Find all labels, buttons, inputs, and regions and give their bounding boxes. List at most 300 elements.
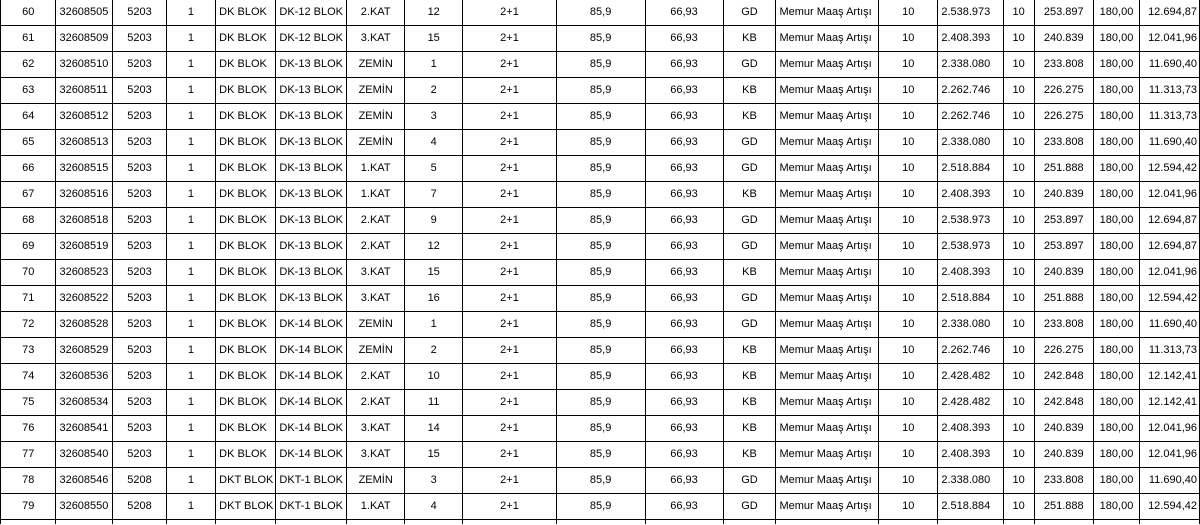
- table-row: [1, 26, 1200, 52]
- cell-vade-ay: 180,00: [1093, 364, 1139, 390]
- cell-blok-tipi: DK BLOK: [216, 182, 276, 208]
- cell-cephe: GD: [723, 156, 776, 182]
- cell-oda-sayisi: 2+1: [463, 286, 556, 312]
- cell-taksit-tutari: 12.594,42: [1140, 156, 1200, 182]
- cell-net-m2: 66,93: [645, 182, 723, 208]
- cell-pesinat-tutari: 242.848: [1034, 364, 1093, 390]
- table-row: [1, 390, 1200, 416]
- cell-oda-sayisi: 2+1: [463, 468, 556, 494]
- cell-kat: 2.KAT: [347, 390, 405, 416]
- cell-blok-sayisi: 1: [166, 0, 215, 26]
- cell-toplam-bedel: 2.262.746: [938, 338, 1003, 364]
- cell-empty: [1034, 520, 1093, 525]
- cell-toplam-bedel: 2.538.973: [938, 234, 1003, 260]
- cell-vade-ay: 180,00: [1093, 104, 1139, 130]
- cell-pesinat-tutari: 253.897: [1034, 0, 1093, 26]
- cell-blok-sayisi: 1: [166, 78, 215, 104]
- cell-artis-tipi: Memur Maaş Artışı: [776, 130, 879, 156]
- cell-kat: 1.KAT: [347, 156, 405, 182]
- table-row: [1, 364, 1200, 390]
- cell-parsel-id: 32608528: [56, 312, 113, 338]
- cell-ada-no: 5203: [113, 260, 166, 286]
- cell-ada-no: 5203: [113, 26, 166, 52]
- table-row: [1, 234, 1200, 260]
- cell-artis-tipi: Memur Maaş Artışı: [776, 416, 879, 442]
- cell-taksit-orani: 10: [879, 260, 938, 286]
- cell-net-m2: 66,93: [645, 416, 723, 442]
- cell-net-m2: 66,93: [645, 52, 723, 78]
- cell-vade-ay: 180,00: [1093, 312, 1139, 338]
- cell-blok-sayisi: 1: [166, 26, 215, 52]
- cell-blok-adi: DK-14 BLOK: [276, 416, 347, 442]
- cell-blok-adi: DK-13 BLOK: [276, 156, 347, 182]
- cell-net-m2: 66,93: [645, 208, 723, 234]
- cell-ada-no: 5203: [113, 0, 166, 26]
- cell-taksit-tutari: 12.041,96: [1140, 26, 1200, 52]
- cell-blok-sayisi: 1: [166, 260, 215, 286]
- cell-cephe: GD: [723, 286, 776, 312]
- cell-blok-tipi: DK BLOK: [216, 156, 276, 182]
- cell-brut-m2: 85,9: [556, 286, 645, 312]
- cell-parsel-id: 32608522: [56, 286, 113, 312]
- cell-blok-sayisi: 1: [166, 416, 215, 442]
- cell-pesinat-tutari: 240.839: [1034, 26, 1093, 52]
- cell-ada-no: 5203: [113, 234, 166, 260]
- cell-pesinat-orani: 10: [1003, 208, 1034, 234]
- cell-sira-no: 69: [1, 234, 56, 260]
- cell-taksit-tutari: 11.313,73: [1140, 338, 1200, 364]
- cell-brut-m2: 85,9: [556, 364, 645, 390]
- cell-kat: ZEMİN: [347, 468, 405, 494]
- cell-artis-tipi: Memur Maaş Artışı: [776, 156, 879, 182]
- cell-kat: 3.KAT: [347, 260, 405, 286]
- cell-artis-tipi: Memur Maaş Artışı: [776, 78, 879, 104]
- cell-net-m2: 66,93: [645, 338, 723, 364]
- cell-empty: [879, 520, 938, 525]
- cell-net-m2: 66,93: [645, 26, 723, 52]
- cell-oda-sayisi: 2+1: [463, 416, 556, 442]
- cell-blok-tipi: DK BLOK: [216, 52, 276, 78]
- cell-taksit-tutari: 11.690,40: [1140, 468, 1200, 494]
- cell-empty: [1093, 520, 1139, 525]
- table-row: [1, 286, 1200, 312]
- cell-oda-sayisi: 2+1: [463, 52, 556, 78]
- cell-oda-sayisi: 2+1: [463, 78, 556, 104]
- cell-daire-no: 11: [405, 390, 463, 416]
- cell-pesinat-orani: 10: [1003, 468, 1034, 494]
- cell-parsel-id: 32608510: [56, 52, 113, 78]
- cell-net-m2: 66,93: [645, 104, 723, 130]
- cell-taksit-orani: 10: [879, 104, 938, 130]
- cell-blok-sayisi: 1: [166, 364, 215, 390]
- cell-artis-tipi: Memur Maaş Artışı: [776, 208, 879, 234]
- cell-blok-sayisi: 1: [166, 286, 215, 312]
- cell-kat: 2.KAT: [347, 234, 405, 260]
- cell-blok-tipi: DK BLOK: [216, 312, 276, 338]
- cell-brut-m2: 85,9: [556, 26, 645, 52]
- cell-net-m2: 66,93: [645, 0, 723, 26]
- cell-blok-tipi: DK BLOK: [216, 78, 276, 104]
- cell-empty: [113, 520, 166, 525]
- cell-blok-sayisi: 1: [166, 104, 215, 130]
- cell-pesinat-tutari: 240.839: [1034, 416, 1093, 442]
- cell-pesinat-orani: 10: [1003, 0, 1034, 26]
- cell-toplam-bedel: 2.408.393: [938, 416, 1003, 442]
- table-row: [1, 494, 1200, 520]
- cell-blok-adi: DK-14 BLOK: [276, 312, 347, 338]
- cell-taksit-orani: 10: [879, 286, 938, 312]
- cell-vade-ay: 180,00: [1093, 260, 1139, 286]
- cell-net-m2: 66,93: [645, 78, 723, 104]
- cell-parsel-id: 32608546: [56, 468, 113, 494]
- cell-brut-m2: 85,9: [556, 52, 645, 78]
- cell-pesinat-orani: 10: [1003, 390, 1034, 416]
- cell-vade-ay: 180,00: [1093, 286, 1139, 312]
- cell-pesinat-tutari: 226.275: [1034, 78, 1093, 104]
- cell-brut-m2: 85,9: [556, 0, 645, 26]
- cell-net-m2: 66,93: [645, 234, 723, 260]
- cell-cephe: GD: [723, 52, 776, 78]
- cell-taksit-tutari: 11.690,40: [1140, 52, 1200, 78]
- cell-taksit-orani: 10: [879, 208, 938, 234]
- cell-net-m2: 66,93: [645, 468, 723, 494]
- cell-blok-tipi: DK BLOK: [216, 0, 276, 26]
- cell-pesinat-tutari: 233.808: [1034, 130, 1093, 156]
- table-row: [1, 260, 1200, 286]
- cell-parsel-id: 32608505: [56, 0, 113, 26]
- cell-daire-no: 4: [405, 130, 463, 156]
- cell-ada-no: 5203: [113, 416, 166, 442]
- cell-taksit-orani: 10: [879, 0, 938, 26]
- cell-oda-sayisi: 2+1: [463, 26, 556, 52]
- cell-taksit-orani: 10: [879, 156, 938, 182]
- cell-kat: 3.KAT: [347, 442, 405, 468]
- cell-vade-ay: 180,00: [1093, 338, 1139, 364]
- cell-blok-sayisi: 1: [166, 130, 215, 156]
- cell-blok-sayisi: 1: [166, 52, 215, 78]
- cell-taksit-tutari: 12.594,42: [1140, 494, 1200, 520]
- cell-ada-no: 5203: [113, 442, 166, 468]
- cell-artis-tipi: Memur Maaş Artışı: [776, 286, 879, 312]
- cell-daire-no: 3: [405, 468, 463, 494]
- cell-vade-ay: 180,00: [1093, 234, 1139, 260]
- cell-empty: [56, 520, 113, 525]
- cell-net-m2: 66,93: [645, 390, 723, 416]
- cell-daire-no: 1: [405, 312, 463, 338]
- cell-empty: [723, 520, 776, 525]
- cell-pesinat-orani: 10: [1003, 416, 1034, 442]
- cell-taksit-orani: 10: [879, 442, 938, 468]
- cell-parsel-id: 32608516: [56, 182, 113, 208]
- cell-daire-no: 2: [405, 78, 463, 104]
- cell-pesinat-tutari: 240.839: [1034, 442, 1093, 468]
- cell-empty: [405, 520, 463, 525]
- cell-brut-m2: 85,9: [556, 390, 645, 416]
- cell-net-m2: 66,93: [645, 260, 723, 286]
- cell-daire-no: 1: [405, 52, 463, 78]
- cell-toplam-bedel: 2.428.482: [938, 364, 1003, 390]
- cell-net-m2: 66,93: [645, 442, 723, 468]
- cell-kat: 2.KAT: [347, 0, 405, 26]
- cell-blok-adi: DK-13 BLOK: [276, 260, 347, 286]
- cell-pesinat-orani: 10: [1003, 286, 1034, 312]
- cell-blok-adi: DK-13 BLOK: [276, 130, 347, 156]
- cell-pesinat-tutari: 233.808: [1034, 52, 1093, 78]
- cell-sira-no: 74: [1, 364, 56, 390]
- cell-net-m2: 66,93: [645, 312, 723, 338]
- cell-blok-tipi: DK BLOK: [216, 234, 276, 260]
- cell-taksit-tutari: 12.594,42: [1140, 286, 1200, 312]
- cell-brut-m2: 85,9: [556, 468, 645, 494]
- cell-pesinat-orani: 10: [1003, 52, 1034, 78]
- cell-cephe: GD: [723, 130, 776, 156]
- cell-kat: 3.KAT: [347, 416, 405, 442]
- cell-daire-no: 15: [405, 26, 463, 52]
- table-row: [1, 78, 1200, 104]
- cell-parsel-id: 32608509: [56, 26, 113, 52]
- cell-kat: ZEMİN: [347, 52, 405, 78]
- cell-cephe: GD: [723, 208, 776, 234]
- cell-oda-sayisi: 2+1: [463, 494, 556, 520]
- cell-empty: [216, 520, 276, 525]
- cell-sira-no: 61: [1, 26, 56, 52]
- cell-daire-no: 7: [405, 182, 463, 208]
- cell-toplam-bedel: 2.408.393: [938, 442, 1003, 468]
- table-row: [1, 208, 1200, 234]
- table-row: [1, 416, 1200, 442]
- cell-pesinat-tutari: 251.888: [1034, 286, 1093, 312]
- cell-brut-m2: 85,9: [556, 416, 645, 442]
- cell-taksit-tutari: 12.041,96: [1140, 442, 1200, 468]
- cell-pesinat-tutari: 253.897: [1034, 208, 1093, 234]
- cell-cephe: GD: [723, 494, 776, 520]
- cell-sira-no: 68: [1, 208, 56, 234]
- cell-empty: [938, 520, 1003, 525]
- cell-taksit-tutari: 12.694,87: [1140, 208, 1200, 234]
- cell-pesinat-orani: 10: [1003, 156, 1034, 182]
- cell-pesinat-tutari: 242.848: [1034, 390, 1093, 416]
- cell-taksit-orani: 10: [879, 26, 938, 52]
- cell-ada-no: 5203: [113, 286, 166, 312]
- cell-blok-tipi: DK BLOK: [216, 390, 276, 416]
- cell-vade-ay: 180,00: [1093, 416, 1139, 442]
- cell-blok-tipi: DKT BLOK: [216, 468, 276, 494]
- cell-daire-no: 16: [405, 286, 463, 312]
- cell-blok-sayisi: 1: [166, 156, 215, 182]
- cell-taksit-tutari: 12.142,41: [1140, 390, 1200, 416]
- cell-taksit-tutari: 12.694,87: [1140, 0, 1200, 26]
- cell-net-m2: 66,93: [645, 364, 723, 390]
- cell-pesinat-tutari: 251.888: [1034, 156, 1093, 182]
- cell-blok-sayisi: 1: [166, 182, 215, 208]
- cell-pesinat-tutari: 226.275: [1034, 338, 1093, 364]
- cell-artis-tipi: Memur Maaş Artışı: [776, 442, 879, 468]
- cell-sira-no: 78: [1, 468, 56, 494]
- cell-vade-ay: 180,00: [1093, 208, 1139, 234]
- cell-brut-m2: 85,9: [556, 182, 645, 208]
- cell-taksit-orani: 10: [879, 182, 938, 208]
- cell-ada-no: 5203: [113, 390, 166, 416]
- cell-vade-ay: 180,00: [1093, 494, 1139, 520]
- cell-parsel-id: 32608513: [56, 130, 113, 156]
- cell-pesinat-orani: 10: [1003, 130, 1034, 156]
- cell-blok-tipi: DK BLOK: [216, 442, 276, 468]
- cell-daire-no: 15: [405, 442, 463, 468]
- cell-taksit-orani: 10: [879, 52, 938, 78]
- cell-taksit-tutari: 12.694,87: [1140, 234, 1200, 260]
- cell-kat: 3.KAT: [347, 26, 405, 52]
- cell-daire-no: 14: [405, 416, 463, 442]
- cell-toplam-bedel: 2.428.482: [938, 390, 1003, 416]
- cell-oda-sayisi: 2+1: [463, 182, 556, 208]
- cell-cephe: GD: [723, 468, 776, 494]
- cell-parsel-id: 32608536: [56, 364, 113, 390]
- cell-net-m2: 66,93: [645, 494, 723, 520]
- cell-blok-sayisi: 1: [166, 494, 215, 520]
- cell-pesinat-orani: 10: [1003, 260, 1034, 286]
- cell-sira-no: 73: [1, 338, 56, 364]
- cell-blok-sayisi: 1: [166, 234, 215, 260]
- cell-parsel-id: 32608512: [56, 104, 113, 130]
- cell-kat: 2.KAT: [347, 364, 405, 390]
- cell-ada-no: 5203: [113, 156, 166, 182]
- cell-brut-m2: 85,9: [556, 234, 645, 260]
- cell-taksit-orani: 10: [879, 338, 938, 364]
- cell-empty: [276, 520, 347, 525]
- cell-kat: ZEMİN: [347, 312, 405, 338]
- cell-vade-ay: 180,00: [1093, 156, 1139, 182]
- cell-sira-no: 75: [1, 390, 56, 416]
- cell-taksit-orani: 10: [879, 494, 938, 520]
- cell-parsel-id: 32608540: [56, 442, 113, 468]
- cell-artis-tipi: Memur Maaş Artışı: [776, 0, 879, 26]
- cell-vade-ay: 180,00: [1093, 0, 1139, 26]
- cell-pesinat-tutari: 233.808: [1034, 468, 1093, 494]
- cell-blok-tipi: DK BLOK: [216, 26, 276, 52]
- cell-cephe: KB: [723, 390, 776, 416]
- cell-vade-ay: 180,00: [1093, 442, 1139, 468]
- cell-blok-sayisi: 1: [166, 468, 215, 494]
- cell-taksit-tutari: 11.690,40: [1140, 312, 1200, 338]
- table-row: [1, 104, 1200, 130]
- cell-blok-tipi: DK BLOK: [216, 416, 276, 442]
- cell-pesinat-orani: 10: [1003, 338, 1034, 364]
- cell-oda-sayisi: 2+1: [463, 364, 556, 390]
- cell-sira-no: 60: [1, 0, 56, 26]
- cell-blok-adi: DK-13 BLOK: [276, 182, 347, 208]
- cell-blok-tipi: DK BLOK: [216, 130, 276, 156]
- cell-empty: [645, 520, 723, 525]
- table-row: [1, 156, 1200, 182]
- table-row: [1, 182, 1200, 208]
- cell-pesinat-tutari: 233.808: [1034, 312, 1093, 338]
- cell-parsel-id: 32608534: [56, 390, 113, 416]
- cell-pesinat-orani: 10: [1003, 78, 1034, 104]
- cell-blok-tipi: DKT BLOK: [216, 494, 276, 520]
- table-row: [1, 442, 1200, 468]
- cell-empty: [166, 520, 215, 525]
- cell-taksit-orani: 10: [879, 312, 938, 338]
- cell-blok-tipi: DK BLOK: [216, 104, 276, 130]
- cell-oda-sayisi: 2+1: [463, 234, 556, 260]
- cell-taksit-tutari: 12.142,41: [1140, 364, 1200, 390]
- cell-blok-tipi: DK BLOK: [216, 208, 276, 234]
- cell-sira-no: 70: [1, 260, 56, 286]
- cell-blok-sayisi: 1: [166, 312, 215, 338]
- cell-empty: [347, 520, 405, 525]
- cell-blok-adi: DK-12 BLOK: [276, 26, 347, 52]
- table-row: [1, 468, 1200, 494]
- cell-artis-tipi: Memur Maaş Artışı: [776, 182, 879, 208]
- cell-oda-sayisi: 2+1: [463, 338, 556, 364]
- cell-pesinat-orani: 10: [1003, 364, 1034, 390]
- cell-ada-no: 5208: [113, 494, 166, 520]
- cell-vade-ay: 180,00: [1093, 130, 1139, 156]
- cell-taksit-orani: 10: [879, 78, 938, 104]
- cell-daire-no: 12: [405, 0, 463, 26]
- cell-parsel-id: 32608523: [56, 260, 113, 286]
- cell-cephe: GD: [723, 312, 776, 338]
- cell-taksit-tutari: 11.313,73: [1140, 78, 1200, 104]
- cell-daire-no: 15: [405, 260, 463, 286]
- cell-brut-m2: 85,9: [556, 104, 645, 130]
- cell-blok-tipi: DK BLOK: [216, 364, 276, 390]
- table-row: [1, 312, 1200, 338]
- cell-blok-adi: DK-13 BLOK: [276, 104, 347, 130]
- cell-pesinat-tutari: 240.839: [1034, 182, 1093, 208]
- cell-daire-no: 9: [405, 208, 463, 234]
- cell-artis-tipi: Memur Maaş Artışı: [776, 312, 879, 338]
- cell-kat: ZEMİN: [347, 104, 405, 130]
- cell-ada-no: 5203: [113, 182, 166, 208]
- cell-ada-no: 5203: [113, 78, 166, 104]
- cell-vade-ay: 180,00: [1093, 26, 1139, 52]
- cell-blok-adi: DK-14 BLOK: [276, 338, 347, 364]
- cell-vade-ay: 180,00: [1093, 52, 1139, 78]
- cell-parsel-id: 32608519: [56, 234, 113, 260]
- cell-blok-tipi: DK BLOK: [216, 286, 276, 312]
- cell-sira-no: 77: [1, 442, 56, 468]
- cell-artis-tipi: Memur Maaş Artışı: [776, 104, 879, 130]
- cell-brut-m2: 85,9: [556, 338, 645, 364]
- cell-blok-adi: DK-12 BLOK: [276, 0, 347, 26]
- cell-blok-adi: DKT-1 BLOK: [276, 468, 347, 494]
- cell-toplam-bedel: 2.338.080: [938, 468, 1003, 494]
- table-row: [1, 0, 1200, 26]
- cell-cephe: KB: [723, 416, 776, 442]
- cell-oda-sayisi: 2+1: [463, 442, 556, 468]
- cell-brut-m2: 85,9: [556, 494, 645, 520]
- cell-sira-no: 65: [1, 130, 56, 156]
- cell-artis-tipi: Memur Maaş Artışı: [776, 234, 879, 260]
- cell-blok-adi: DK-13 BLOK: [276, 234, 347, 260]
- cell-pesinat-orani: 10: [1003, 182, 1034, 208]
- cell-daire-no: 10: [405, 364, 463, 390]
- cell-artis-tipi: Memur Maaş Artışı: [776, 52, 879, 78]
- cell-brut-m2: 85,9: [556, 78, 645, 104]
- cell-kat: 3.KAT: [347, 286, 405, 312]
- cell-oda-sayisi: 2+1: [463, 312, 556, 338]
- cell-blok-adi: DK-13 BLOK: [276, 78, 347, 104]
- cell-oda-sayisi: 2+1: [463, 0, 556, 26]
- cell-cephe: KB: [723, 364, 776, 390]
- cell-oda-sayisi: 2+1: [463, 390, 556, 416]
- cell-vade-ay: 180,00: [1093, 390, 1139, 416]
- cell-blok-adi: DK-14 BLOK: [276, 364, 347, 390]
- cell-blok-sayisi: 1: [166, 208, 215, 234]
- cell-taksit-tutari: 11.690,40: [1140, 130, 1200, 156]
- cell-sira-no: 71: [1, 286, 56, 312]
